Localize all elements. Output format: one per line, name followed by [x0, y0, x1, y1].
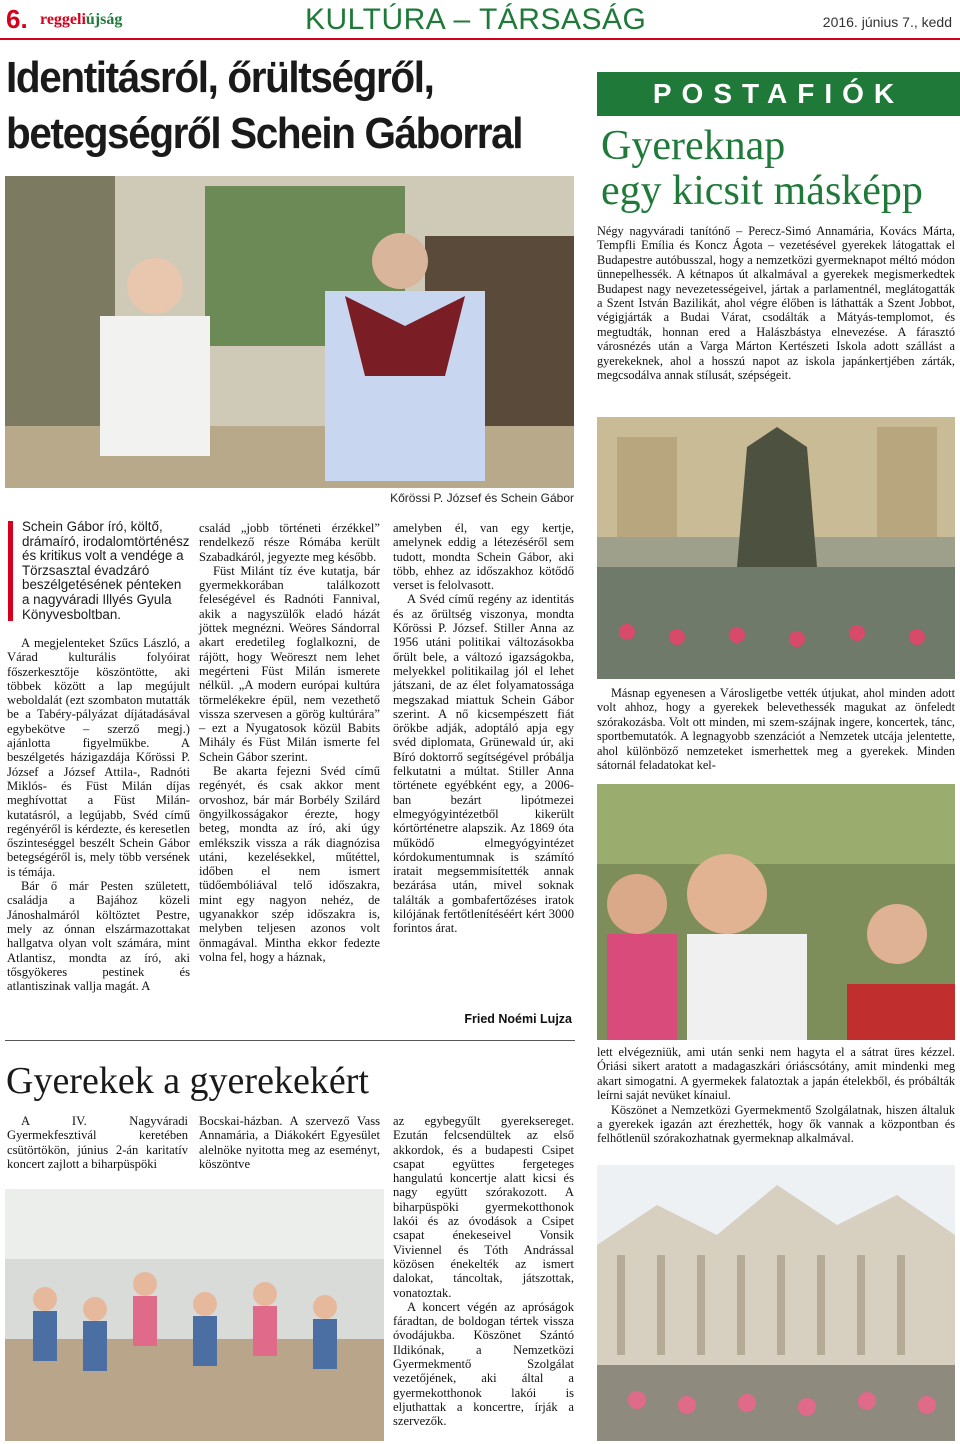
- postafiok-title: [601, 124, 956, 214]
- lead-paragraph: Schein Gábor író, költő, drámaíró, irodalomtörténész és kritikus volt a vendége a Törzsasztal évadzáró beszélgetésének pénteken a nagyváradi Illyés Gyula Könyvesboltban.: [22, 519, 190, 622]
- main-col3-para-1: amelyben él, van egy kertje, amelynek eddig a létezéséről sem tudott, mondta Schein Gábor, aki több, ehhez az időszakhoz kötődő verset is felolvasott.: [393, 521, 574, 593]
- brand-logo: [40, 11, 122, 29]
- postafiok-col-3: [597, 1045, 955, 1146]
- main-headline: [6, 50, 549, 162]
- children-col-1: [7, 1114, 188, 1171]
- parliament-photo: [597, 1165, 955, 1441]
- page-number: 6.: [6, 4, 28, 34]
- page-header: [0, 0, 960, 40]
- postafiok-col-2: [597, 686, 955, 772]
- children-col-3: [393, 1114, 574, 1429]
- section-title: KULTÚRA – TÁRSASÁG: [305, 3, 647, 36]
- main-col2-para-3: Be akarta fejezni Svéd című regényét, és csak akkor ment orvoshoz, bár már Borbély Szilárd öngyilkosságakor érezte, hogy beteg, mondta az író, aki úgy emlékszik vissza a rák diagnózisa utáni, kezelésekkel, műtéttel, időben el nem ismert tüdőembóliával telő időszakra, mint egy nagyon nehéz, de ugyanakkor szép időszakra is, melyben teljesen azonos volt önmagával. Mintha ekkor fedezte volna fel, hogy a háznak,: [199, 764, 380, 964]
- main-col1-para-2: Bár ő már Pesten született, családja a Bajához közeli Jánoshalmáról költöztet Pestre, mely az ónnan elszármazottakat hallgatva olyan volt számára, mint Atlantisz, mondta az író, aki tősgyökeres pestinek és atlantiszinak vallja magát. A: [7, 879, 190, 994]
- children-col3-para-2: A koncert végén az apróságok fáradtan, de boldogan tértek vissza óvodájukba. Köszönet Szántó Ildikónak, a Nemzetközi Gyermekmentő Szolgálat vezetőjének, aki által a gyermekotthonok lakói is eljuthattak a koncertre, írják a szervezők.: [393, 1299, 574, 1429]
- concert-photo: [5, 1189, 384, 1441]
- lead-marker: [8, 521, 13, 621]
- byline: Fried Noémi Lujza: [464, 1012, 572, 1026]
- headline-line-2: betegségről Schein Gáborral: [6, 109, 523, 158]
- postafiok-intro: [597, 224, 955, 382]
- parliament-photo-illustration: [597, 1165, 955, 1441]
- postafiok-para-4: Köszönet a Nemzetközi Gyermekmentő Szolgálatnak, hiszen általuk a gyerekek igazán azt érezhették, hogy ők vannak a központban és felhőtlenül szórakozhatnak gyermeknap alkalmával.: [597, 1102, 955, 1146]
- interview-photo: [5, 176, 574, 488]
- children-col-2: [199, 1114, 380, 1171]
- kids-photo: [597, 784, 955, 1040]
- concert-photo-illustration: [5, 1189, 384, 1441]
- main-col2-para-1: család „jobb történeti érzékkel” rendelkező része Rómába került Szabadkáról, jegyezte meg később.: [199, 521, 380, 564]
- main-article-col-2: [199, 521, 380, 964]
- brand-part-1: reggeli: [40, 11, 86, 28]
- children-col3-para-1: az egybegyűlt gyereksereget. Ezután felcsendültek az első akkordok, és a budapesti Csipet csapat együttes fergeteges hangulatú koncertje alatt kicsi és nagy együtt szórakozott. A biharpüspöki gyermekotthonok lakói és az óvodások a Csipet csapat énekeseivel Vonsik Viviennel és Tóth Andrással közösen énekelték az ismert dalokat, táncoltak, játszottak, vonatoztak.: [393, 1114, 574, 1300]
- kids-photo-illustration: [597, 784, 955, 1040]
- fountain-photo: [597, 417, 955, 679]
- postafiok-kicker: POSTAFIÓK: [652, 78, 905, 109]
- postafiok-title-line-1: Gyereknap: [601, 123, 786, 169]
- postafiok-box: [597, 72, 960, 116]
- children-col1-para: A IV. Nagyváradi Gyermekfesztivál keretében csütörtökön, június 2-án karitatív koncert zajlott a biharpüspöki: [7, 1114, 188, 1171]
- postafiok-para-1: Négy nagyváradi tanítónő – Perecz-Simó Annamária, Kovács Márta, Tempfli Emília és Koncz Ágota – vezetésével gyerekek látogattak el Budapestre autóbusszal, hogy a nemzetközi gyermeknapot méltó módon ünnepelhessék. A kétnapos út alkalmával a gyerekek megismerkedtek Budapest nagy nevezetességeivel, jártak a parlamentnél, meglátogatták a Szent István Bazilikát, ahol végre élőben is láthatták a Szent Jobbot, végigjárták a Budai Várat, csodálták a Mátyás-templomot, és megtudták, honnan ered a Halászbástya elnevezése. A fárasztó városnézés után a Varga Márton Kertészeti Iskola adott szállást a gyerekeknek, ahol a hosszú napot az iskola japánkertjében zárták, megcsodálva annak stílusát, szépségeit.: [597, 224, 955, 383]
- main-col1-para-1: A megjelenteket Szűcs László, a Várad kulturális folyóirat főszerkesztője köszöntötte, aki többek között a lap megújult weboldalát (ezt szombaton mutatták be a Tabéry-pályázat díjátadásával egybekötve – szerző megj.) ajánlotta figyelmükbe. A beszélgetés házigazdája Kőrössi P. József a József Attila-, Radnóti Miklós- és Füst Milán díjas meghívottat a Füst Milán-kutatásról, a legújabb, Svéd című regényéről is kérdezte, és keresetlen őszinteséggel beszélt Schein Gábor betegségéről is, mely több versének is témája.: [7, 636, 190, 879]
- main-article-col-3: [393, 521, 574, 936]
- interview-photo-illustration: [5, 176, 574, 488]
- brand-part-2: újság: [85, 11, 123, 28]
- fountain-photo-illustration: [597, 417, 955, 679]
- issue-date: 2016. június 7., kedd: [822, 14, 952, 30]
- children-col2-para: Bocskai-házban. A szervező Vass Annamária, a Diákokért Egyesület alelnöke nyitotta meg az eseményt, köszöntve: [199, 1114, 380, 1171]
- children-headline: Gyerekek a gyerekekért: [6, 1060, 369, 1102]
- main-col3-para-2: A Svéd című regény az identitás és az őrültség viszonya, mondta Kőrössi P. József. Stiller Anna az 1956 utáni politikai változásokba őrült bele, a változó igazságokba, melyekkel politikailag jól el lehet játszani, de az élet folyamatossága megszakad miattuk Schein Gábor szerint. A nő kicsempészett fiát örökbe adják, adoptáló apja egy svéd diplomata, Grünewald úr, aki Bíró doktorrő segítségével próbálja felkutatni a múltat. Stiller Anna története egyébként egy, a 2006-ban bezárt lipótmezei elmegyógyintézetből kikerült kórtörténetre alapszik. Az 1869 óta működő elmegyógyintézet kórdokumentumnak is számító iratait megsemmisítették annak bezárása után, mivel soknak találták a gombafertőzéses iratok kilójának fertőtlenítéséért kért 3000 forintos árat.: [393, 592, 574, 936]
- header-rule: [0, 38, 960, 40]
- postafiok-title-line-2: egy kicsit másképp: [601, 168, 923, 214]
- postafiok-para-2: Másnap egyenesen a Városligetbe vették útjukat, ahol minden adott volt ahhoz, hogy a gyerekek belevethessék magukat az önfeledt szórakozásba. Volt ott minden, mi szem-szájnak ingere, koncertek, tánc, sportbemutatók. A legnagyobb szenzációt a Nemzetek utcája jelentette, ahol különböző nemzeteket ismerhettek meg a gyerekek. Minden sátornál feladatokat kel-: [597, 686, 955, 773]
- main-col2-para-2: Füst Milánt tíz éve kutatja, bár gyermekkorában találkozott feleségével és Radnóti Fannival, akik a nagyszülők eladó házát jöttek megnézni. Weöres Sándorral akart eredetileg foglalkozni, de rájött, hogy Weöreszt nem lehet megérteni Füst Milán ismerete nélkül. „A modern európai kultúra törmelékekre épül, nem vezethető vissza szervesen a görög kultúrára” – ezt a Nyugatosok közül Babits Mihály és Füst Milán ismerte fel Schein Gábor szerint.: [199, 563, 380, 764]
- photo-caption: Kőrössi P. József és Schein Gábor: [390, 491, 574, 505]
- section-divider: [5, 1040, 575, 1041]
- postafiok-para-3: lett elvégezniük, ami után senki nem hagyta el a sátrat üres kézzel. Óriási sikert aratott a madagaszkári óriáscsótány, amit mindenki meg akart simogatni. A gyermekek falatoztak a japán ételekből, és próbálták leírni saját nevüket kínaiul.: [597, 1045, 955, 1103]
- main-article-col-1: [7, 636, 190, 993]
- headline-line-1: Identitásról, őrültségről,: [6, 53, 434, 102]
